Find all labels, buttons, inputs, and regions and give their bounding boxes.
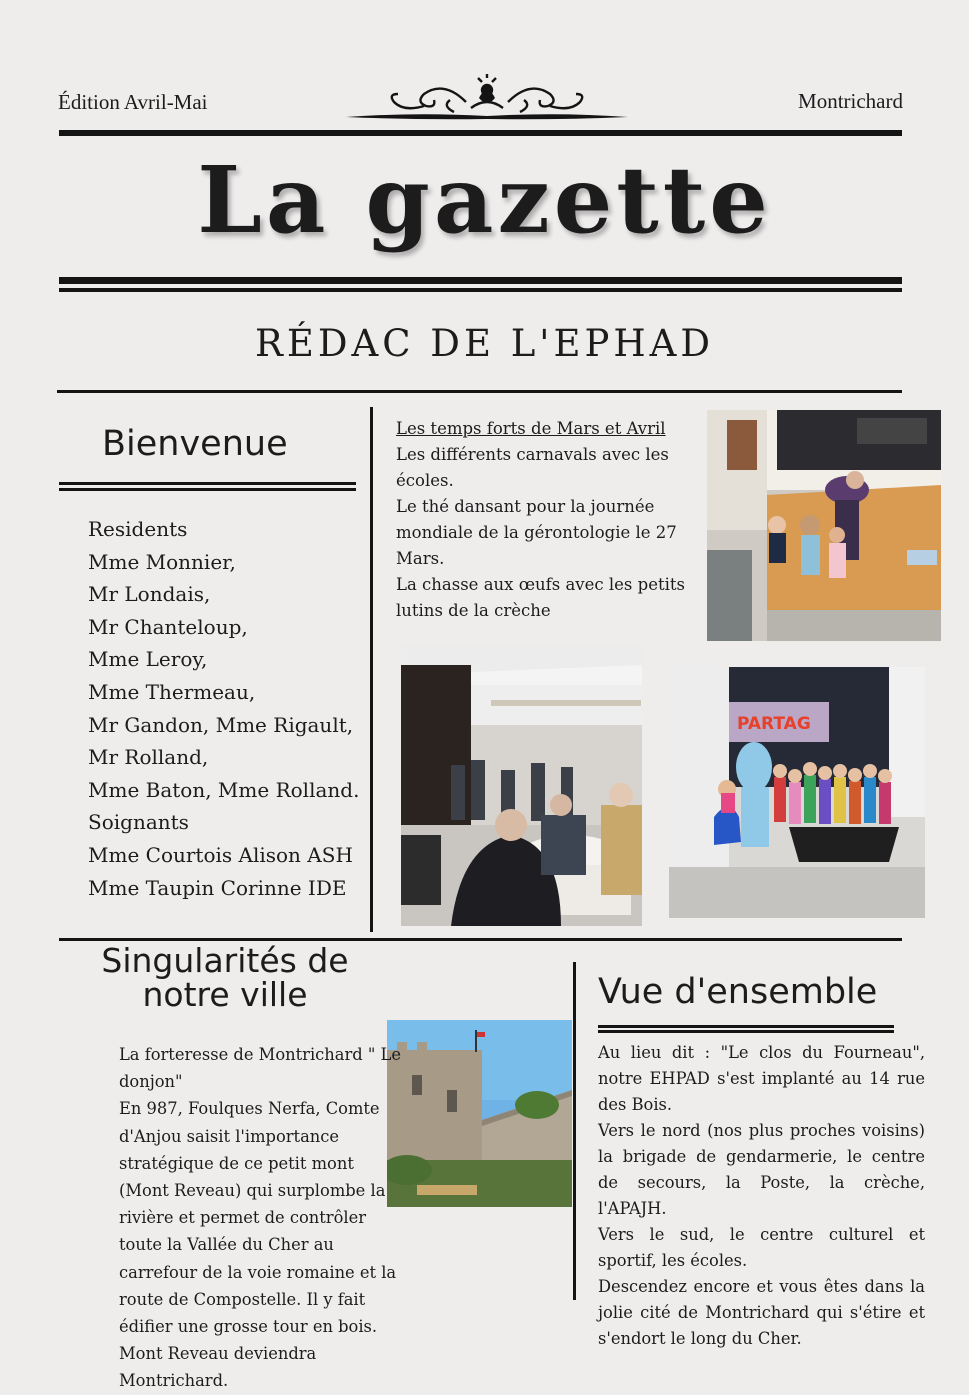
title-rule-thin [59,288,902,292]
singularites-paragraph: En 987, Foulques Nerfa, Comte d'Anjou saisit l'importance stratégique de ce petit mont (Mont Reveau) qui surplombe la rivière et permet de contrôler toute la Vallée du Cher au carrefour de la voie romaine et la route de Compostelle. Il y fait édifier une grosse tour en bois. Mont Reveau deviendra Montrichard. [119,1099,397,1391]
singularites-text [119,1041,401,1395]
list-item: Mme Thermeau, [88,679,256,704]
list-item: Mme Leroy, [88,647,208,672]
list-item: Soignants [88,810,189,835]
vue-rule-bottom [598,1030,894,1033]
vue-paragraph: Descendez encore et vous êtes dans la jolie cité de Montrichard qui s'étire et s'endort le long du Cher. [598,1277,925,1348]
subtitle-rule [57,390,902,393]
event-item: Les différents carnavals avec les écoles. [396,445,669,490]
singularites-heading-line2: notre ville [142,975,308,1014]
vue-paragraph: Vers le sud, le centre culturel et sportif, les écoles. [598,1225,925,1270]
singularites-heading-line1: Singularités de [101,941,349,980]
photo-carnival [669,667,925,918]
title-rule-thick [59,277,902,284]
bienvenue-heading: Bienvenue [102,424,288,464]
list-item: Mme Taupin Corinne IDE [88,875,347,900]
bienvenue-rule-top [59,482,356,485]
singularites-heading [80,941,370,1014]
carnival-banner-text: PARTAG [737,714,811,734]
masthead-top-rule [59,130,902,136]
photo-donjon [387,1020,572,1207]
vue-paragraph: Au lieu dit : "Le clos du Fourneau", notre EHPAD s'est implanté au 14 rue des Bois. [598,1043,925,1114]
list-item: Residents [88,517,188,541]
list-item: Mme Courtois Alison ASH [88,842,353,867]
column-divider [370,407,373,932]
list-item: Mr Gandon, Mme Rigault, [88,712,354,737]
vue-heading: Vue d'ensemble [598,972,878,1012]
edition-label: Édition Avril-Mai [58,90,208,114]
list-item: Mme Baton, Mme Rolland. [88,777,360,802]
events-heading: Les temps forts de Mars et Avril [396,419,666,438]
list-item: Mme Monnier, [88,549,236,574]
list-item: Mr Londais, [88,582,211,607]
bottom-column-divider [573,962,576,1300]
event-item: Le thé dansant pour la journée mondiale de la gérontologie le 27 Mars. [396,497,677,568]
newspaper-title: La gazette [197,146,772,254]
photo-tea-dance [401,645,642,926]
singularites-paragraph: La forteresse de Montrichard " Le donjon" [119,1045,401,1092]
ornamental-flourish-icon [346,72,628,126]
photo-egg-hunt [707,410,941,641]
event-item: La chasse aux œufs avec les petits lutins de la crèche [396,575,685,620]
list-item: Mr Rolland, [88,745,209,770]
welcome-list [88,513,359,904]
list-item: Mr Chanteloup, [88,614,248,639]
vue-paragraph: Vers le nord (nos plus proches voisins) la brigade de gendarmerie, le centre de secours, la Poste, la crèche, l'APAJH. [598,1121,925,1218]
newspaper-subtitle: RÉDAC DE L'EPHAD [254,322,715,365]
bienvenue-rule-bottom [59,488,356,491]
city-label: Montrichard [798,89,903,113]
vue-text [598,1040,925,1352]
vue-rule-top [598,1025,894,1028]
events-text [396,416,686,624]
